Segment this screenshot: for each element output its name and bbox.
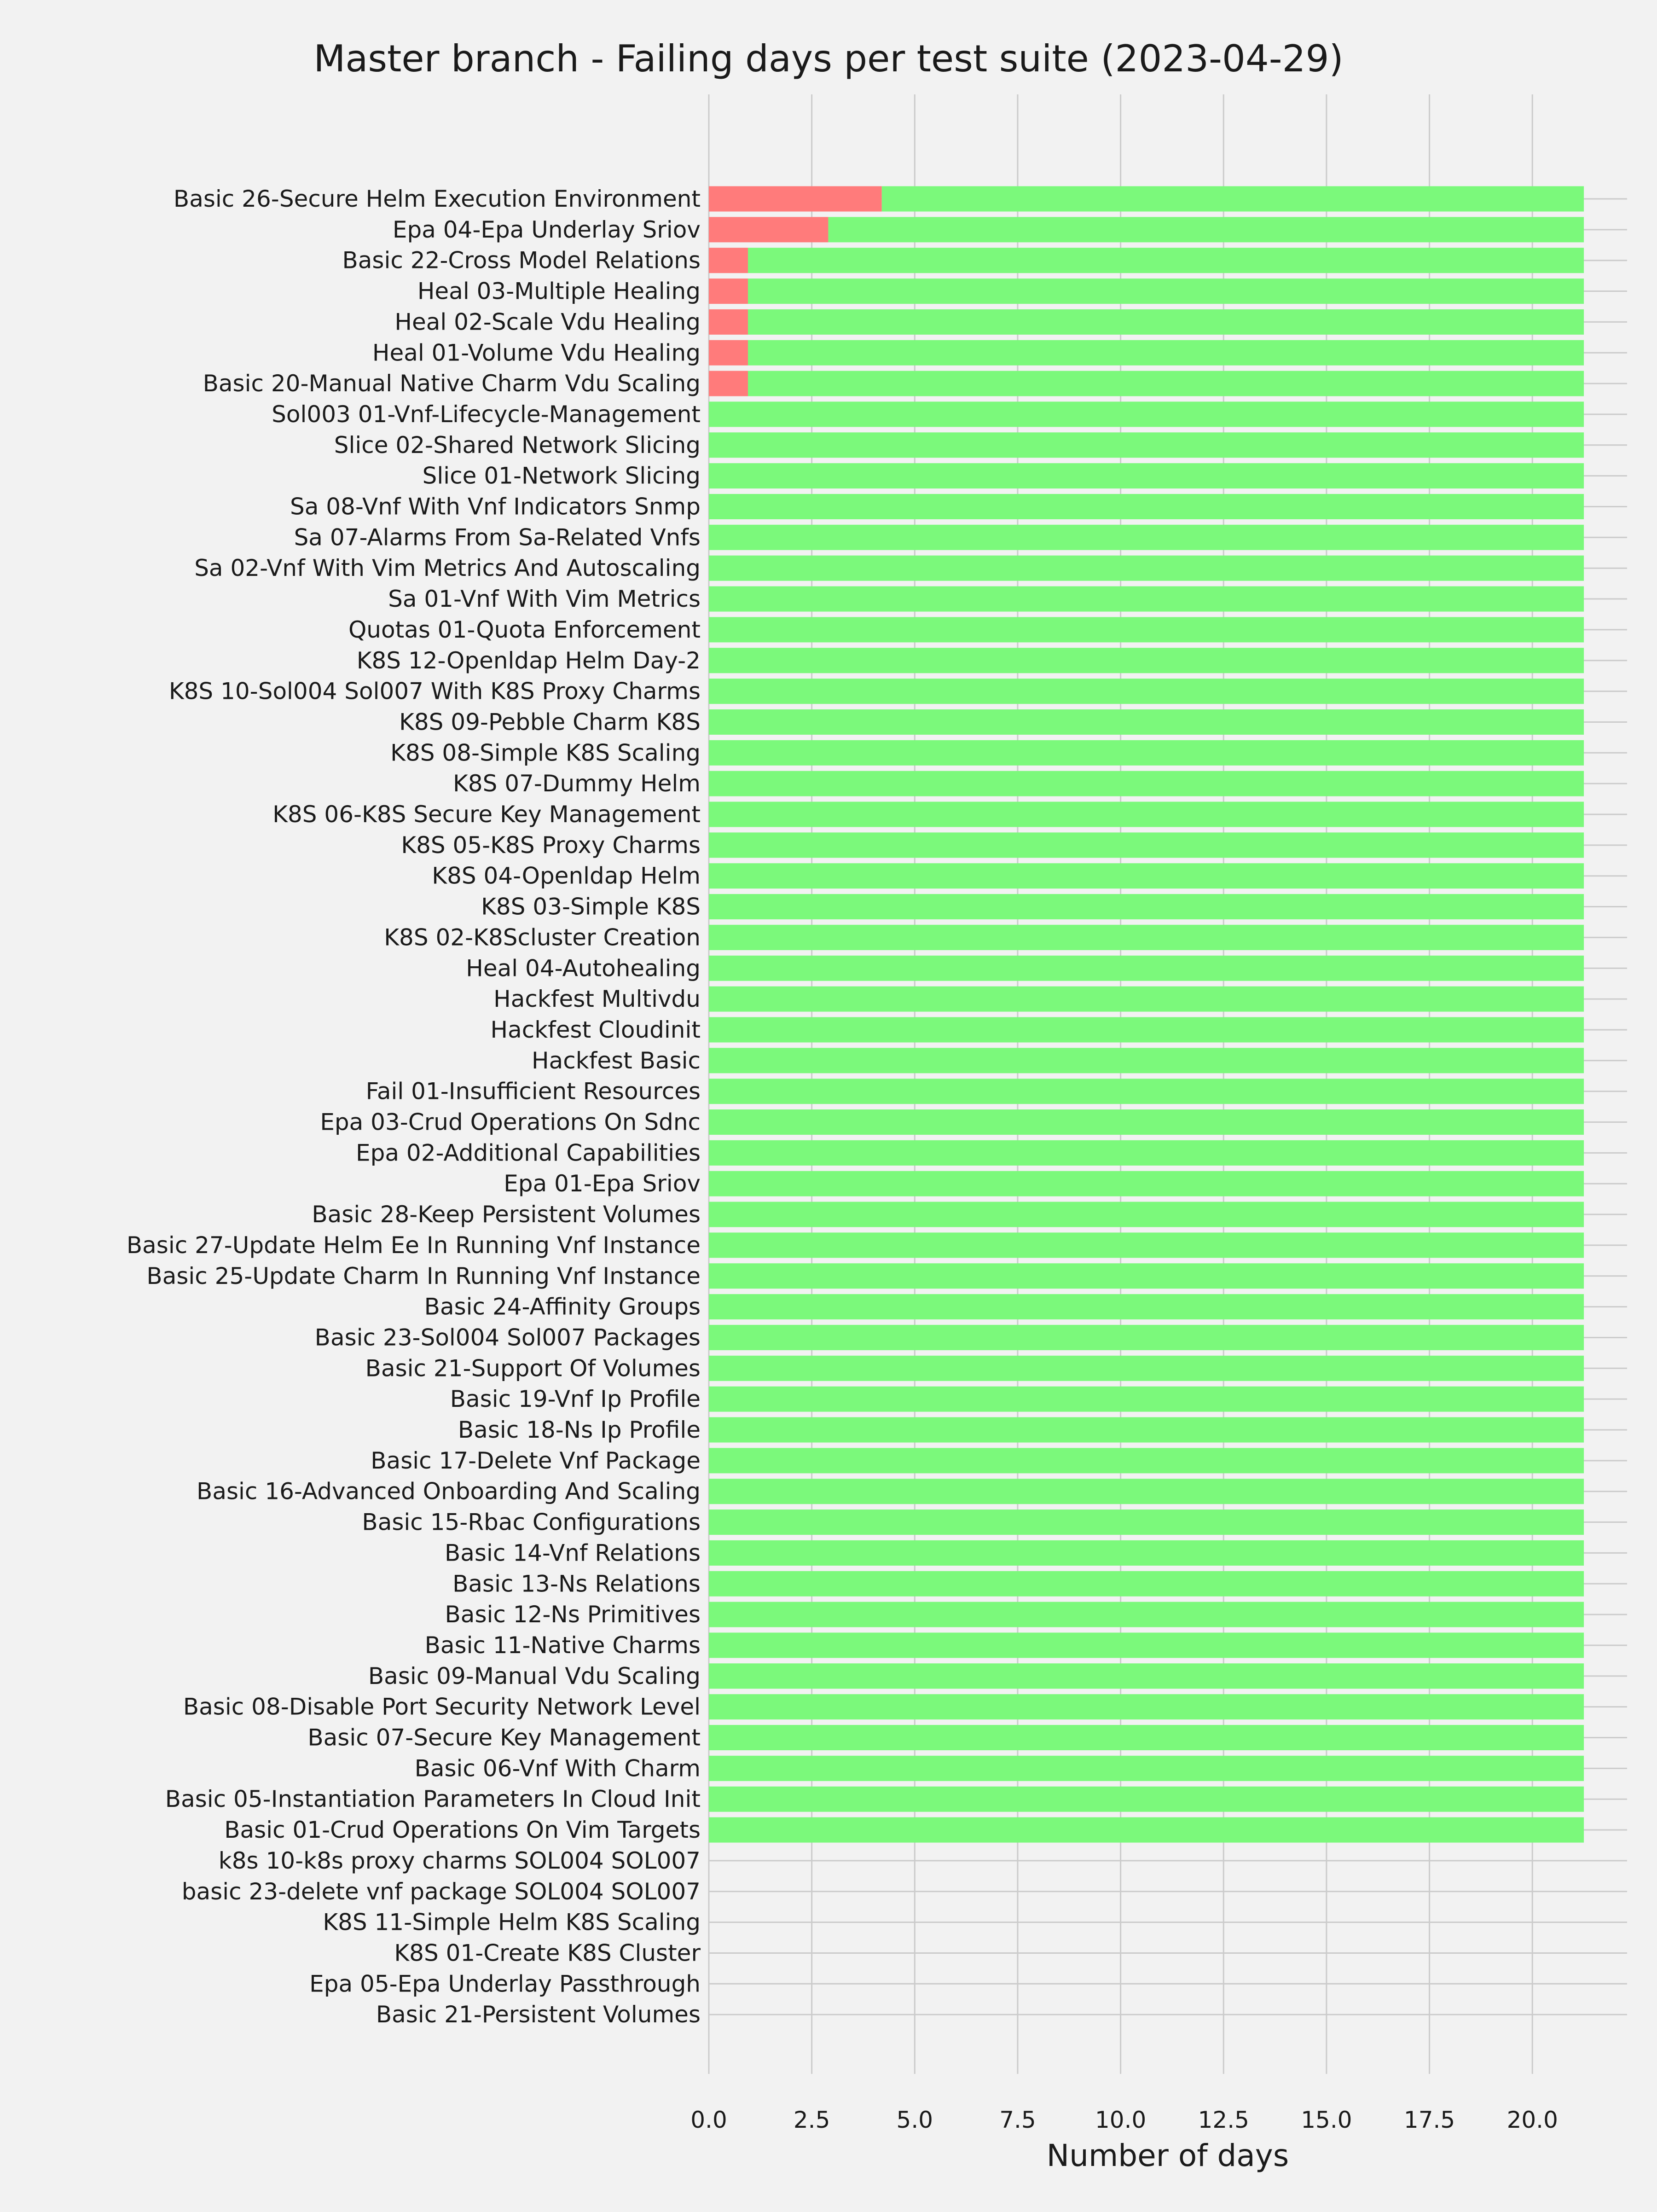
passing-bar bbox=[709, 1725, 1584, 1750]
category-label: Basic 14-Vnf Relations bbox=[444, 1539, 701, 1567]
category-label: Basic 16-Advanced Onboarding And Scaling bbox=[197, 1478, 701, 1505]
passing-bar bbox=[709, 956, 1584, 981]
x-tick-layer bbox=[690, 2107, 1558, 2133]
passing-bar bbox=[709, 1017, 1584, 1042]
x-tick-label: 15.0 bbox=[1301, 2107, 1352, 2133]
x-tick-label: 7.5 bbox=[999, 2107, 1036, 2133]
category-label: Fail 01-Insufficient Resources bbox=[365, 1078, 701, 1105]
passing-bar bbox=[748, 279, 1584, 304]
category-label: Basic 17-Delete Vnf Package bbox=[371, 1447, 701, 1474]
category-label: Basic 19-Vnf Ip Profile bbox=[450, 1386, 701, 1413]
passing-bar bbox=[709, 1356, 1584, 1381]
category-label: K8S 04-Openldap Helm bbox=[432, 862, 701, 889]
category-label: K8S 06-K8S Secure Key Management bbox=[272, 801, 701, 828]
category-label: Basic 27-Update Helm Ee In Running Vnf Instance bbox=[126, 1231, 701, 1259]
category-label: Basic 07-Secure Key Management bbox=[307, 1724, 701, 1751]
passing-bar bbox=[709, 1263, 1584, 1289]
category-label: Sa 07-Alarms From Sa-Related Vnfs bbox=[294, 524, 701, 551]
category-label: Epa 03-Crud Operations On Sdnc bbox=[320, 1109, 701, 1136]
category-label: Basic 20-Manual Native Charm Vdu Scaling bbox=[203, 370, 701, 397]
failing-bar bbox=[709, 340, 748, 366]
passing-bar bbox=[709, 432, 1584, 458]
passing-bar bbox=[709, 1817, 1584, 1843]
passing-bar bbox=[709, 1079, 1584, 1104]
category-label: Heal 03-Multiple Healing bbox=[417, 278, 701, 305]
category-label: K8S 03-Simple K8S bbox=[481, 893, 701, 920]
category-label: Sa 01-Vnf With Vim Metrics bbox=[388, 586, 701, 613]
failing-bar bbox=[709, 186, 882, 212]
x-tick-label: 12.5 bbox=[1198, 2107, 1249, 2133]
passing-bar bbox=[709, 709, 1584, 735]
passing-bar bbox=[709, 1232, 1584, 1258]
passing-bar bbox=[709, 1417, 1584, 1443]
category-label: Basic 05-Instantiation Parameters In Cloud Init bbox=[165, 1786, 701, 1813]
category-label: Heal 02-Scale Vdu Healing bbox=[394, 308, 701, 336]
category-label: basic 23-delete vnf package SOL004 SOL007 bbox=[181, 1878, 701, 1905]
passing-bar bbox=[748, 309, 1584, 335]
passing-bar bbox=[709, 1140, 1584, 1166]
passing-bar bbox=[709, 617, 1584, 642]
category-label: Basic 01-Crud Operations On Vim Targets bbox=[224, 1817, 701, 1844]
category-label: Sa 08-Vnf With Vnf Indicators Snmp bbox=[290, 493, 701, 520]
passing-bar bbox=[709, 648, 1584, 673]
category-label: Basic 12-Ns Primitives bbox=[445, 1601, 701, 1628]
passing-bar bbox=[709, 1510, 1584, 1535]
category-label: K8S 02-K8Scluster Creation bbox=[384, 924, 701, 951]
passing-bar bbox=[709, 1202, 1584, 1227]
passing-bar bbox=[709, 401, 1584, 427]
passing-bar bbox=[709, 863, 1584, 888]
passing-bar bbox=[709, 463, 1584, 488]
passing-bar bbox=[709, 1109, 1584, 1135]
category-label: Slice 01-Network Slicing bbox=[422, 462, 701, 489]
category-label: Basic 24-Affinity Groups bbox=[424, 1293, 701, 1320]
category-label: Heal 04-Autohealing bbox=[466, 955, 701, 982]
category-label: Slice 02-Shared Network Slicing bbox=[334, 431, 701, 459]
category-label: Basic 15-Rbac Configurations bbox=[362, 1509, 701, 1536]
passing-bar bbox=[709, 771, 1584, 796]
category-label: Epa 02-Additional Capabilities bbox=[356, 1139, 701, 1167]
passing-bar bbox=[709, 494, 1584, 519]
passing-bar bbox=[709, 586, 1584, 612]
passing-bar bbox=[748, 371, 1584, 396]
passing-bar bbox=[748, 340, 1584, 366]
passing-bar bbox=[709, 832, 1584, 858]
passing-bar bbox=[709, 1694, 1584, 1719]
chart-title: Master branch - Failing days per test suite (2023-04-29) bbox=[313, 37, 1344, 80]
category-label: Epa 04-Epa Underlay Sriov bbox=[392, 216, 701, 243]
x-tick-label: 0.0 bbox=[690, 2107, 727, 2133]
passing-bar bbox=[709, 740, 1584, 766]
passing-bar bbox=[882, 186, 1584, 212]
category-label: K8S 12-Openldap Helm Day-2 bbox=[356, 647, 701, 674]
x-tick-label: 10.0 bbox=[1095, 2107, 1147, 2133]
category-label: Epa 01-Epa Sriov bbox=[504, 1170, 701, 1197]
category-label: Basic 21-Support Of Volumes bbox=[365, 1355, 701, 1382]
passing-bar bbox=[709, 679, 1584, 704]
x-tick-label: 5.0 bbox=[896, 2107, 933, 2133]
passing-bar bbox=[709, 1325, 1584, 1350]
failing-bar bbox=[709, 248, 748, 273]
category-label: Basic 26-Secure Helm Execution Environment bbox=[173, 186, 701, 212]
passing-bar bbox=[709, 1294, 1584, 1319]
category-label: K8S 09-Pebble Charm K8S bbox=[399, 708, 701, 736]
category-label: Basic 23-Sol004 Sol007 Packages bbox=[314, 1324, 701, 1351]
category-label: k8s 10-k8s proxy charms SOL004 SOL007 bbox=[218, 1847, 701, 1874]
category-label: Basic 08-Disable Port Security Network Level bbox=[183, 1693, 701, 1720]
x-tick-label: 20.0 bbox=[1506, 2107, 1558, 2133]
passing-bar bbox=[709, 1540, 1584, 1566]
passing-bar bbox=[709, 1171, 1584, 1196]
passing-bar bbox=[709, 1479, 1584, 1504]
passing-bar bbox=[709, 987, 1584, 1012]
failing-bar bbox=[709, 279, 748, 304]
passing-bar bbox=[709, 1048, 1584, 1073]
passing-bar bbox=[709, 556, 1584, 581]
category-label: K8S 05-K8S Proxy Charms bbox=[401, 831, 701, 859]
category-label: K8S 07-Dummy Helm bbox=[453, 770, 701, 797]
x-axis-title: Number of days bbox=[1046, 2138, 1289, 2173]
category-label: Basic 09-Manual Vdu Scaling bbox=[368, 1662, 701, 1689]
category-label: K8S 08-Simple K8S Scaling bbox=[390, 739, 701, 766]
passing-bar bbox=[709, 1387, 1584, 1412]
category-label: Heal 01-Volume Vdu Healing bbox=[372, 339, 701, 366]
category-label: Basic 21-Persistent Volumes bbox=[376, 2001, 701, 2028]
category-label: Hackfest Multivdu bbox=[493, 986, 701, 1013]
category-label: Epa 05-Epa Underlay Passthrough bbox=[309, 1970, 701, 1997]
passing-bar bbox=[709, 1571, 1584, 1597]
category-label: K8S 01-Create K8S Cluster bbox=[394, 1939, 701, 1967]
passing-bar bbox=[709, 1787, 1584, 1812]
failing-bar bbox=[709, 217, 828, 242]
category-label: Basic 11-Native Charms bbox=[424, 1631, 701, 1659]
category-label: K8S 11-Simple Helm K8S Scaling bbox=[323, 1909, 701, 1936]
category-label: Sol003 01-Vnf-Lifecycle-Management bbox=[272, 401, 701, 428]
x-tick-label: 2.5 bbox=[793, 2107, 830, 2133]
x-tick-label: 17.5 bbox=[1403, 2107, 1455, 2133]
category-label: Quotas 01-Quota Enforcement bbox=[348, 616, 701, 643]
category-label: K8S 10-Sol004 Sol007 With K8S Proxy Charms bbox=[168, 678, 701, 705]
category-label: Basic 18-Ns Ip Profile bbox=[458, 1417, 701, 1443]
failing-bar bbox=[709, 371, 748, 396]
passing-bar bbox=[709, 1756, 1584, 1781]
passing-bar bbox=[709, 525, 1584, 550]
passing-bar bbox=[709, 802, 1584, 827]
passing-bar bbox=[709, 1632, 1584, 1658]
category-label: Basic 13-Ns Relations bbox=[452, 1570, 701, 1597]
category-label: Sa 02-Vnf With Vim Metrics And Autoscaling bbox=[194, 555, 701, 582]
passing-bar bbox=[709, 894, 1584, 919]
passing-bar bbox=[709, 1448, 1584, 1473]
category-label: Basic 25-Update Charm In Running Vnf Instance bbox=[146, 1262, 701, 1289]
category-label: Basic 22-Cross Model Relations bbox=[342, 247, 701, 274]
category-label: Basic 28-Keep Persistent Volumes bbox=[312, 1201, 701, 1228]
failing-bar bbox=[709, 309, 748, 335]
passing-bar bbox=[748, 248, 1584, 273]
passing-bar bbox=[828, 217, 1584, 242]
category-label: Hackfest Cloudinit bbox=[490, 1016, 701, 1043]
passing-bar bbox=[709, 1602, 1584, 1627]
category-label: Hackfest Basic bbox=[532, 1047, 701, 1074]
category-label: Basic 06-Vnf With Charm bbox=[414, 1755, 701, 1782]
passing-bar bbox=[709, 925, 1584, 950]
passing-bar bbox=[709, 1663, 1584, 1689]
